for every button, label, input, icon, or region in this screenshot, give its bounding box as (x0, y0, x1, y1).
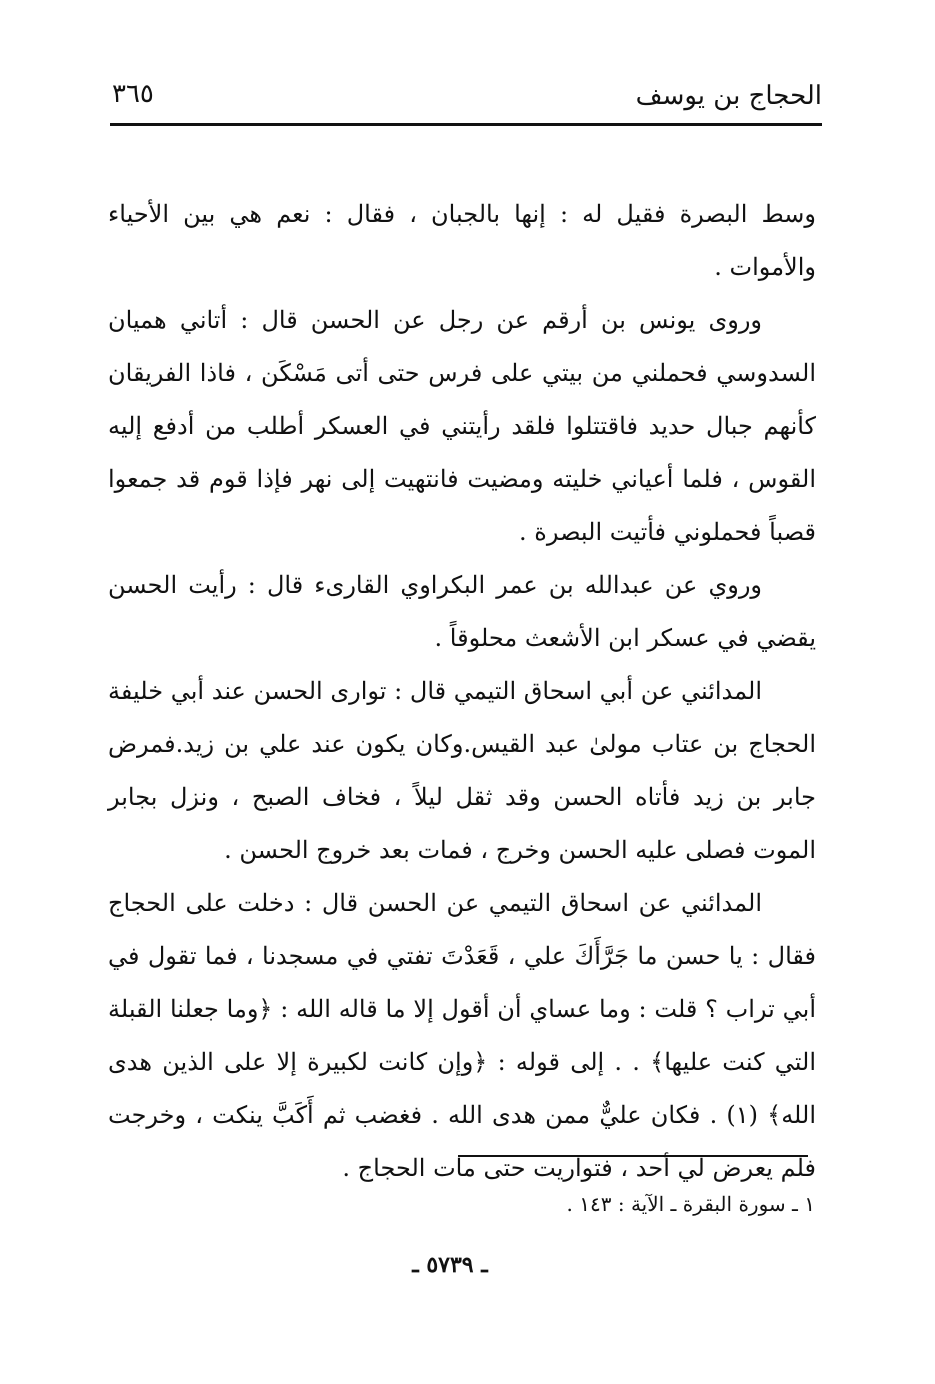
footnote: ١ ـ سورة البقرة ـ الآية : ١٤٣ . (566, 1192, 815, 1216)
header-rule (110, 123, 822, 126)
page-number: ٣٦٥ (112, 79, 154, 109)
paragraph: وروي عن عبدالله بن عمر البكراوي القارىء قال : رأيت الحسن يقضي في عسكر ابن الأشعث محلوقاً . (108, 571, 816, 652)
body-text (108, 188, 816, 1195)
footnote-rule (458, 1155, 808, 1157)
paragraph: وروى يونس بن أرقم عن رجل عن الحسن قال : أتاني هميان السدوسي فحملني من بيتي على فرس حتى أتى مَسْكَن ، فاذا الفريقان كأنهم جبال حديد فاقتتلوا فلقد رأيتني في العسكر أطلب من أدفع إليه القوس ، فلما أعياني خليته ومضيت فانتهيت إلى نهر فإذا قوم قد جمعوا قصباً فحملوني فأتيت البصرة . (108, 306, 816, 546)
volume-page-number: ـ ٥٧٣٩ ـ (412, 1252, 488, 1278)
running-title: الحجاج بن يوسف (635, 81, 822, 111)
paragraph: المدائني عن اسحاق التيمي عن الحسن قال : دخلت على الحجاج فقال : يا حسن ما جَرَّأَكَ علي ، قَعَدْتَ تفتي في مسجدنا ، فما تقول في أبي تراب ؟ قلت : وما عساي أن أقول إلا ما قاله الله : ﴿وما جعلنا القبلة التي كنت عليها﴾ . . إلى قوله : ﴿وإن كانت لكبيرة إلا على الذين هدى الله﴾ (١) . فكان عليٌّ ممن هدى الله . فغضب ثم أَكَبَّ ينكت ، وخرجت فلم يعرض لي أحد ، فتواريت حتى مات الحجاج . (108, 889, 816, 1182)
paragraph: وسط البصرة فقيل له : إنها بالجبان ، فقال : نعم هي بين الأحياء والأموات . (108, 200, 816, 281)
paragraph: المدائني عن أبي اسحاق التيمي قال : توارى الحسن عند أبي خليفة الحجاج بن عتاب مولىٰ عبد القيس.وكان يكون عند علي بن زيد.فمرض جابر بن زيد فأتاه الحسن وقد ثقل ليلاً ، فخاف الصبح ، ونزل بجابر الموت فصلى عليه الحسن وخرج ، فمات بعد خروج الحسن . (108, 677, 816, 864)
page-header (110, 70, 822, 122)
